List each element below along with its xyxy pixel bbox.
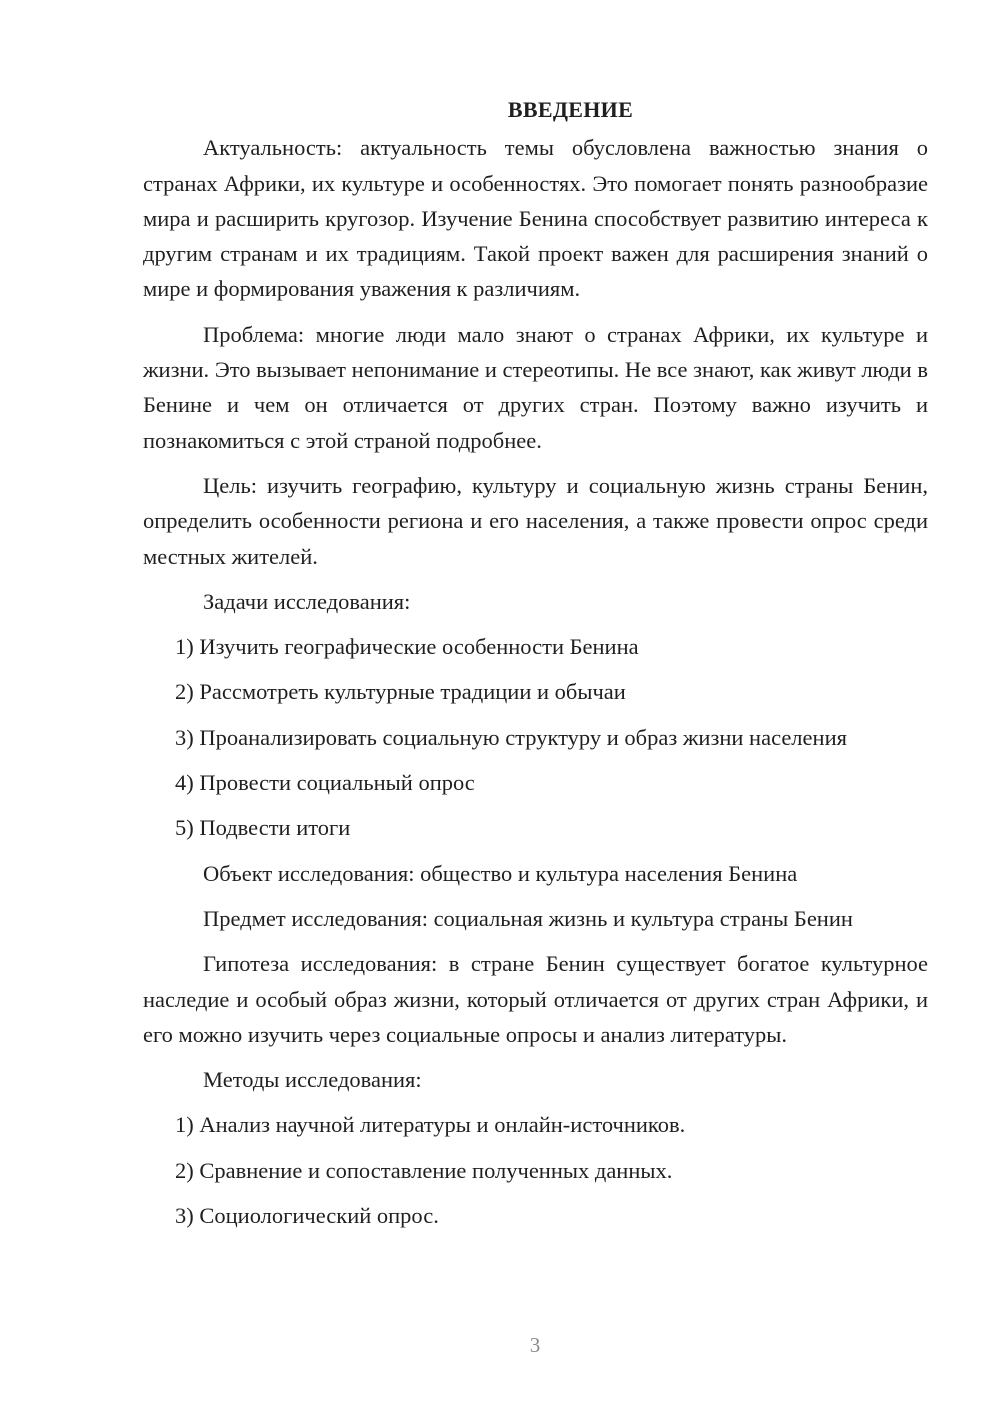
research-subject: Предмет исследования: социальная жизнь и культура страны Бенин bbox=[203, 905, 853, 931]
problem-paragraph: Проблема: многие люди мало знают о странах Африки, их культуре и жизни. Это вызывает непонимание и стереотипы. Не все знают, как живут люди в Бенине и чем он отличается от других стран. Поэтому важно изучить и познакомиться с этой страной подробнее. bbox=[143, 321, 928, 453]
page-title: ВВЕДЕНИЕ bbox=[507, 97, 634, 122]
task-item: 1) Изучить географические особенности Бенина bbox=[175, 634, 639, 660]
page-number: 3 bbox=[529, 1333, 541, 1357]
methods-heading: Методы исследования: bbox=[203, 1067, 422, 1093]
task-item: 2) Рассмотреть культурные традиции и обычаи bbox=[175, 679, 626, 705]
goal-paragraph: Цель: изучить географию, культуру и социальную жизнь страны Бенин, определить особенности региона и его населения, а также провести опрос среди местных жителей. bbox=[143, 472, 928, 569]
research-object: Объект исследования: общество и культура населения Бенина bbox=[203, 860, 798, 886]
tasks-heading: Задачи исследования: bbox=[203, 588, 411, 614]
page-content bbox=[143, 92, 928, 1243]
method-item: 2) Сравнение и сопоставление полученных данных. bbox=[175, 1157, 673, 1183]
task-item: 3) Проанализировать социальную структуру и образ жизни населения bbox=[175, 724, 847, 750]
task-item: 5) Подвести итоги bbox=[175, 815, 351, 841]
method-item: 1) Анализ научной литературы и онлайн-источников. bbox=[175, 1112, 686, 1138]
task-item: 4) Провести социальный опрос bbox=[175, 770, 475, 796]
hypothesis-paragraph: Гипотеза исследования: в стране Бенин существует богатое культурное наследие и особый образ жизни, который отличается от других стран Африки, и его можно изучить через социальные опросы и анализ литературы. bbox=[143, 951, 928, 1047]
method-item: 3) Социологический опрос. bbox=[175, 1203, 439, 1229]
relevance-paragraph: Актуальность: актуальность темы обусловлена важностью знания о странах Африки, их культуре и особенностях. Это помогает понять разнообразие мира и расширить кругозор. Изучение Бенина способствует развитию интереса к другим странам и их традициям. Такой проект важен для расширения знаний о мире и формирования уважения к различиям. bbox=[143, 135, 928, 302]
